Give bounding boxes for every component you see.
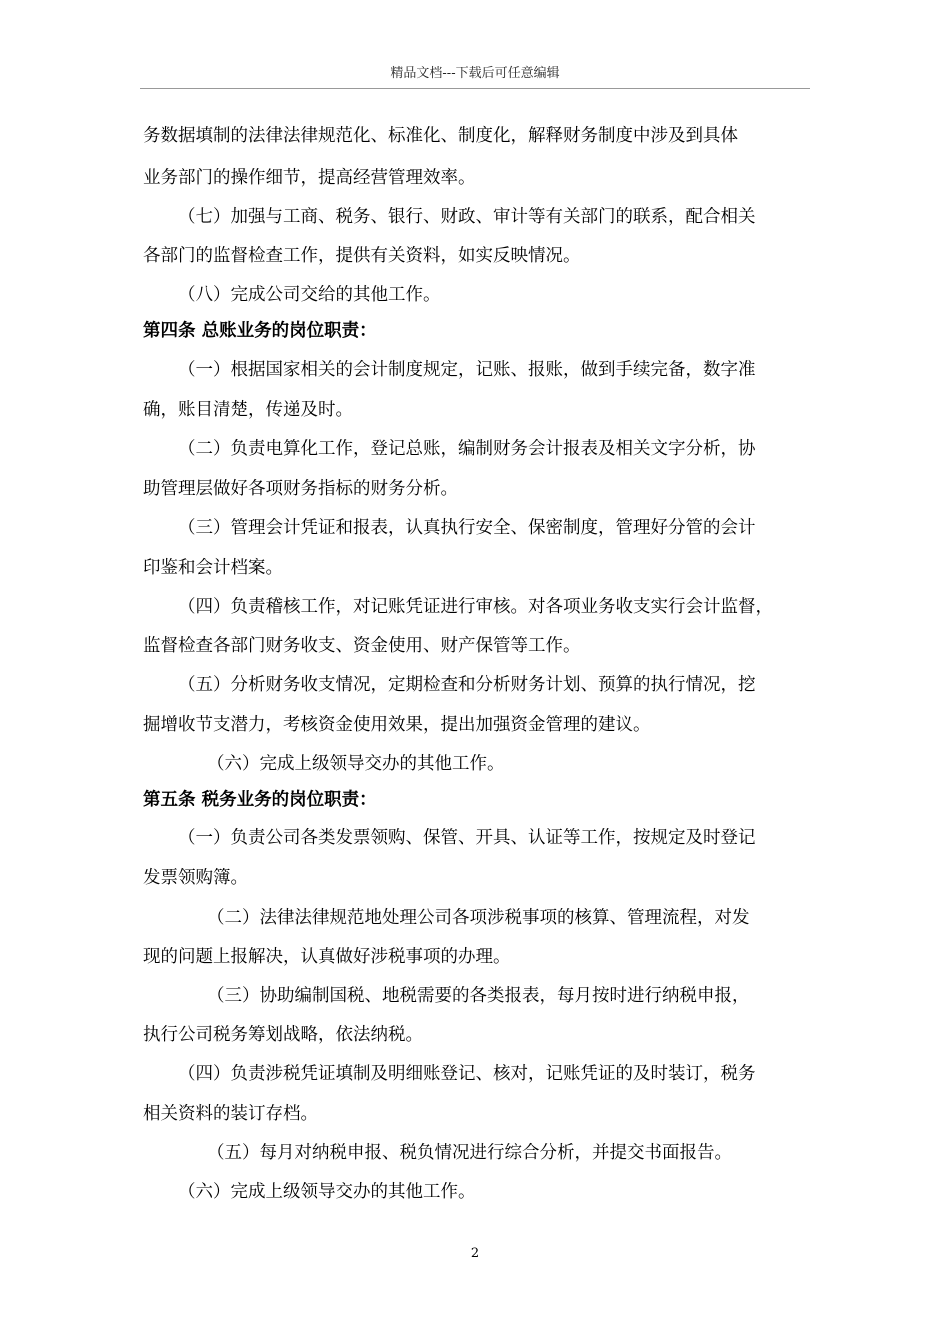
body-line: 掘增收节支潜力，考核资金使用效果，提出加强资金管理的建议。 — [143, 715, 651, 735]
header-rule — [140, 88, 810, 89]
body-line: （六）完成上级领导交办的其他工作。 — [178, 1182, 476, 1202]
body-line: （四）负责涉税凭证填制及明细账登记、核对，记账凭证的及时装订，税务 — [178, 1064, 756, 1084]
body-line: 各部门的监督检查工作，提供有关资料，如实反映情况。 — [143, 246, 581, 266]
body-line: 业务部门的操作细节，提高经营管理效率。 — [143, 168, 476, 188]
section-heading: 第五条 税务业务的岗位职责： — [143, 790, 377, 810]
body-line: 印鉴和会计档案。 — [143, 558, 283, 578]
section-heading: 第四条 总账业务的岗位职责： — [143, 321, 377, 341]
body-line: 现的问题上报解决，认真做好涉税事项的办理。 — [143, 947, 511, 967]
body-line: （三）协助编制国税、地税需要的各类报表，每月按时进行纳税申报， — [207, 986, 750, 1006]
body-line: （一）负责公司各类发票领购、保管、开具、认证等工作，按规定及时登记 — [178, 828, 756, 848]
body-line: 确，账目清楚，传递及时。 — [143, 400, 353, 420]
body-line: 助管理层做好各项财务指标的财务分析。 — [143, 479, 458, 499]
body-line: 执行公司税务筹划战略，依法纳税。 — [143, 1025, 423, 1045]
page-header: 精品文档---下载后可任意编辑 — [390, 66, 560, 81]
body-line: （六）完成上级领导交办的其他工作。 — [207, 754, 505, 774]
body-line: 发票领购簿。 — [143, 868, 248, 888]
body-line: （二）法律法律规范地处理公司各项涉税事项的核算、管理流程，对发 — [207, 908, 750, 928]
body-line: （五）每月对纳税申报、税负情况进行综合分析，并提交书面报告。 — [207, 1143, 732, 1163]
body-line: （四）负责稽核工作，对记账凭证进行审核。对各项业务收支实行会计监督， — [178, 597, 773, 617]
body-line: 监督检查各部门财务收支、资金使用、财产保管等工作。 — [143, 636, 581, 656]
body-line: 相关资料的装订存档。 — [143, 1104, 318, 1124]
body-line: （八）完成公司交给的其他工作。 — [178, 285, 441, 305]
body-line: （七）加强与工商、税务、银行、财政、审计等有关部门的联系，配合相关 — [178, 207, 756, 227]
body-line: （五）分析财务收支情况，定期检查和分析财务计划、预算的执行情况，挖 — [178, 675, 756, 695]
page-number: 2 — [470, 1246, 480, 1261]
body-line: （二）负责电算化工作，登记总账，编制财务会计报表及相关文字分析，协 — [178, 439, 756, 459]
body-line: （三）管理会计凭证和报表，认真执行安全、保密制度，管理好分管的会计 — [178, 518, 756, 538]
body-line: 务数据填制的法律法律规范化、标准化、制度化，解释财务制度中涉及到具体 — [143, 126, 738, 146]
body-line: （一）根据国家相关的会计制度规定，记账、报账，做到手续完备，数字准 — [178, 360, 756, 380]
